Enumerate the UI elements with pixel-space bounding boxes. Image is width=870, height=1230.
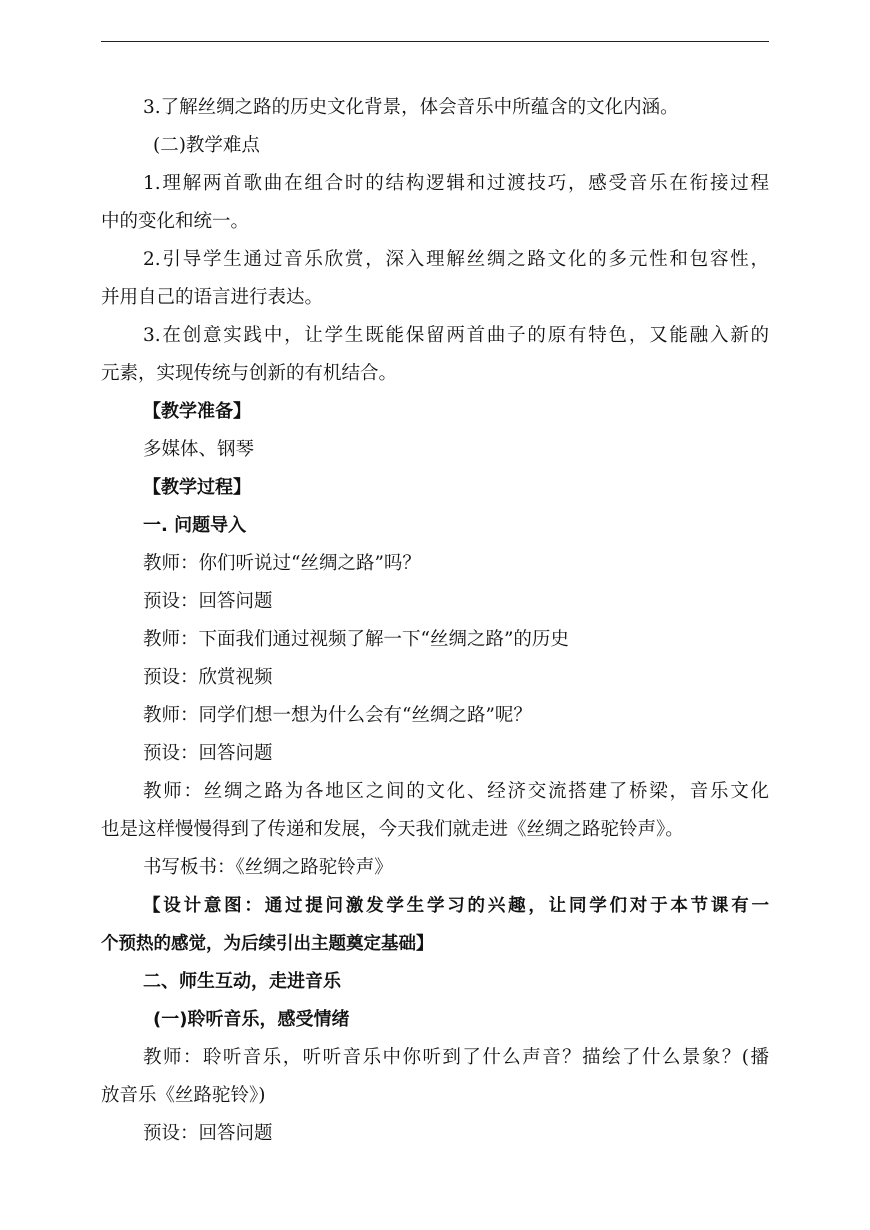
goal-3-text: 3.了解丝绸之路的历史文化背景，体会音乐中所蕴含的文化内涵。 [143,97,679,118]
difficulty-1-line-1: 1.理解两首歌曲在组合时的结构逻辑和过渡技巧，感受音乐在衔接过程 [143,173,769,194]
dialogue-line: 教师：你们听说过“丝绸之路”吗？ [143,553,421,574]
process-heading: 【教学过程】 [143,477,251,498]
dialogue-line: 预设：回答问题 [143,743,273,764]
listen-line-1: 教师：聆听音乐，听听音乐中你听到了什么声音？描绘了什么景象？(播 [143,1047,769,1068]
listen-line-2: 放音乐《丝路驼铃》) [101,1085,266,1106]
board-writing: 书写板书：《丝绸之路驼铃声》 [143,857,393,878]
dialogue-line: 教师：同学们想一想为什么会有“丝绸之路”呢？ [143,705,532,726]
dialogue-line: 预设：回答问题 [143,591,273,612]
header-rule [101,41,769,42]
listen-answer: 预设：回答问题 [143,1123,273,1144]
dialogue-line: 教师：下面我们通过视频了解一下“丝绸之路”的历史 [143,629,569,650]
difficulty-2-line-1: 2.引导学生通过音乐欣赏，深入理解丝绸之路文化的多元性和包容性， [143,249,769,270]
document-body [101,89,769,1153]
difficulty-heading: (二)教学难点 [153,135,260,156]
difficulty-3-line-1: 3.在创意实践中，让学生既能保留两首曲子的原有特色，又能融入新的 [143,325,769,346]
subsection-1-heading: (一)聆听音乐，感受情绪 [153,1009,350,1030]
section-2-heading: 二、师生互动，走进音乐 [143,971,341,992]
teacher-closing-line-1: 教师：丝绸之路为各地区之间的文化、经济交流搭建了桥梁，音乐文化 [143,781,769,802]
prep-text: 多媒体、钢琴 [143,439,255,460]
difficulty-1-line-2: 中的变化和统一。 [101,211,250,232]
section-1-heading: 一. 问题导入 [143,515,247,536]
prep-heading: 【教学准备】 [143,401,251,422]
dialogue-line: 预设：欣赏视频 [143,667,273,688]
design-intent-line-1: 【设计意图：通过提问激发学生学习的兴趣，让同学们对于本节课有一 [143,896,769,916]
teacher-closing-line-2: 也是这样慢慢得到了传递和发展，今天我们就走进《丝绸之路驼铃声》。 [101,819,684,840]
difficulty-3-line-2: 元素，实现传统与创新的有机结合。 [101,363,398,384]
design-intent-line-2: 个预热的感觉，为后续引出主题奠定基础】 [101,934,434,954]
difficulty-2-line-2: 并用自己的语言进行表达。 [101,287,324,308]
